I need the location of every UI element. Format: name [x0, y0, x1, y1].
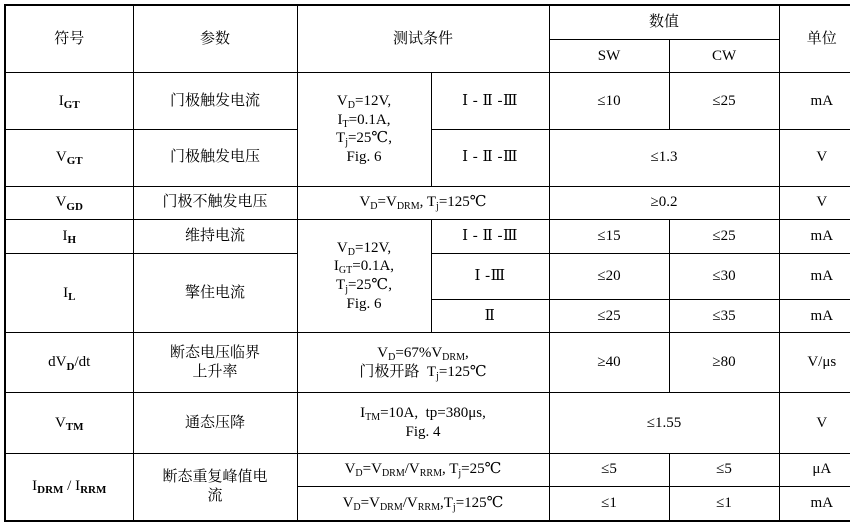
- row-condition-right: Ⅰ -Ⅲ: [431, 253, 549, 299]
- symbol-sub: L: [68, 290, 76, 303]
- row-value-cw: ≤35: [669, 299, 779, 333]
- row-value-sw: ≤15: [549, 220, 669, 254]
- condition-line: $I_T=0.1A$,: [337, 111, 391, 130]
- symbol-main: V: [54, 414, 66, 431]
- header-test-conditions: 测试条件: [297, 5, 549, 73]
- symbol-main: I: [62, 228, 68, 245]
- row-condition-left: [297, 73, 431, 186]
- symbol-sub: H: [67, 234, 77, 247]
- symbol-main: I: [58, 92, 64, 109]
- header-value-cw: CW: [669, 39, 779, 73]
- row-symbol: [5, 73, 133, 130]
- symbol-sub: D: [66, 360, 75, 373]
- row-unit: V: [779, 393, 850, 453]
- table-row: [5, 333, 850, 393]
- row-parameter: 维持电流: [133, 220, 297, 254]
- row-unit: V: [779, 129, 850, 186]
- header-value: 数值: [549, 5, 779, 39]
- row-parameter: [133, 333, 297, 393]
- condition-line: Fig. 4: [405, 423, 441, 440]
- row-unit: mA: [779, 487, 850, 521]
- condition-line: $V_D=12V$,: [336, 92, 392, 111]
- row-condition-right: Ⅰ - Ⅱ -Ⅲ: [431, 220, 549, 254]
- row-value-merged: ≤1.55: [549, 393, 779, 453]
- row-parameter: 门极不触发电压: [133, 186, 297, 220]
- table-row: [5, 73, 850, 130]
- row-parameter: 门极触发电压: [133, 129, 297, 186]
- header-value-sw: SW: [549, 39, 669, 73]
- row-parameter: 擎住电流: [133, 253, 297, 333]
- row-condition: [297, 393, 549, 453]
- condition-line: $T_j=25℃$,: [336, 130, 392, 149]
- row-condition: [297, 186, 549, 220]
- row-unit: mA: [779, 253, 850, 299]
- condition-line: $I_{GT}=0.1A$,: [333, 258, 395, 277]
- row-symbol: [5, 129, 133, 186]
- condition-text: $V_D=V_{DRM}/V_{RRM}$, $T_j=25℃$: [344, 461, 502, 480]
- row-parameter: 门极触发电流: [133, 73, 297, 130]
- row-condition: [297, 453, 549, 487]
- row-condition: [297, 333, 549, 393]
- condition-text: $V_D=V_{DRM}$, $T_j=125℃$: [359, 194, 487, 213]
- row-condition-right: Ⅰ - Ⅱ -Ⅲ: [431, 129, 549, 186]
- row-symbol: [5, 333, 133, 393]
- symbol-text: $I_{DRM} / I_{RRM}$: [32, 478, 107, 497]
- row-value-cw: ≤25: [669, 73, 779, 130]
- symbol-main: dV: [48, 354, 67, 371]
- row-unit: mA: [779, 73, 850, 130]
- row-unit: μA: [779, 453, 850, 487]
- symbol-main: V: [55, 194, 67, 211]
- row-unit: V: [779, 186, 850, 220]
- row-value-sw: ≤10: [549, 73, 669, 130]
- table-row: [5, 393, 850, 453]
- row-unit: V/μs: [779, 333, 850, 393]
- row-value-cw: ≤25: [669, 220, 779, 254]
- header-symbol: 符号: [5, 5, 133, 73]
- condition-line: 门极开路 $T_j=125℃$: [359, 363, 487, 382]
- symbol-main: V: [55, 149, 67, 166]
- row-value-sw: ≤5: [549, 453, 669, 487]
- row-value-cw: ≥80: [669, 333, 779, 393]
- row-value-cw: ≤30: [669, 253, 779, 299]
- row-symbol: [5, 453, 133, 521]
- symbol-rest: /dt: [74, 354, 91, 371]
- row-condition-right: Ⅱ: [431, 299, 549, 333]
- table-row: [5, 186, 850, 220]
- header-unit: 单位: [779, 5, 850, 73]
- row-parameter: 通态压降: [133, 393, 297, 453]
- condition-line: Fig. 6: [346, 149, 382, 166]
- condition-text: $V_D=V_{DRM}/V_{RRM},T_j=125℃$: [342, 495, 504, 513]
- parameter-line: 流: [207, 487, 223, 504]
- parameter-line: 断态电压临界: [169, 345, 260, 362]
- row-condition-left: [297, 220, 431, 333]
- condition-line: $V_D=12V$,: [336, 239, 392, 258]
- header-parameter: 参数: [133, 5, 297, 73]
- row-value-sw: ≤1: [549, 487, 669, 521]
- symbol-main: I: [63, 284, 69, 301]
- condition-line: Fig. 6: [346, 295, 382, 312]
- row-symbol: [5, 253, 133, 333]
- row-unit: mA: [779, 299, 850, 333]
- parameter-line: 上升率: [192, 363, 238, 380]
- parameter-line: 断态重复峰值电: [162, 469, 268, 485]
- table-row: [5, 453, 850, 487]
- row-value-merged: ≥0.2: [549, 186, 779, 220]
- row-value-sw: ≤25: [549, 299, 669, 333]
- table-row: [5, 220, 850, 254]
- row-unit: mA: [779, 220, 850, 254]
- table-header-row-1: [5, 5, 850, 39]
- row-parameter: [133, 453, 297, 521]
- row-value-sw: ≤20: [549, 253, 669, 299]
- condition-line: $I_{TM}=10A$, tp=380μs,: [360, 405, 486, 423]
- symbol-sub: GT: [66, 155, 83, 168]
- row-symbol: [5, 393, 133, 453]
- condition-line: $T_j=25℃$,: [336, 277, 392, 296]
- row-condition-right: Ⅰ - Ⅱ -Ⅲ: [431, 73, 549, 130]
- parameters-table: [4, 4, 850, 522]
- row-value-cw: ≤1: [669, 487, 779, 521]
- row-value-merged: ≤1.3: [549, 129, 779, 186]
- row-symbol: [5, 186, 133, 220]
- row-value-sw: ≥40: [549, 333, 669, 393]
- row-value-cw: ≤5: [669, 453, 779, 487]
- row-symbol: [5, 220, 133, 254]
- symbol-sub: GD: [66, 200, 83, 213]
- condition-line: $V_D=67\%V_{DRM}$,: [377, 345, 469, 363]
- symbol-sub: TM: [65, 420, 84, 433]
- symbol-sub: GT: [63, 98, 80, 111]
- row-condition: [297, 487, 549, 521]
